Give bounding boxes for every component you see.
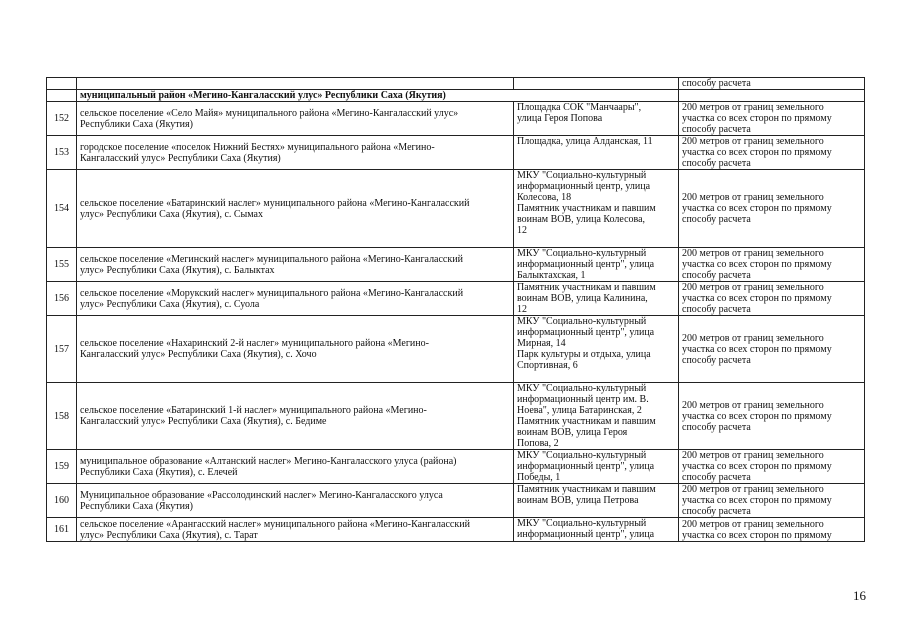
distance-line: участка со всех сторон по прямому bbox=[682, 410, 832, 422]
district-header-row bbox=[47, 90, 865, 102]
object-line: Победы, 1 bbox=[517, 472, 561, 483]
location-cell bbox=[77, 248, 514, 282]
distance-line: 200 метров от границ земельного bbox=[682, 102, 824, 113]
location-cell bbox=[77, 518, 514, 542]
distance-line: участка со всех сторон по прямому bbox=[682, 343, 832, 355]
location-line: улус» Республики Саха (Якутия), с. Тарат bbox=[80, 529, 258, 541]
location-cell bbox=[77, 316, 514, 383]
distance-line: участка со всех сторон по прямому bbox=[682, 495, 832, 506]
row-number: 161 bbox=[47, 518, 77, 542]
distance-cell bbox=[679, 248, 865, 282]
location-line: Кангаласский улус» Республики Саха (Якутия), с. Бедиме bbox=[80, 416, 327, 427]
location-line: улус» Республики Саха (Якутия), с. Балыктах bbox=[80, 264, 275, 276]
distance-line: способу расчета bbox=[682, 124, 751, 135]
distance-line: способу расчета bbox=[682, 354, 751, 366]
row-number: 155 bbox=[47, 248, 77, 282]
location-line: сельское поселение «Арангасский наслег» муниципального района «Мегино-Кангаласский bbox=[80, 518, 470, 530]
object-line: Памятник участникам и павшим bbox=[517, 203, 656, 214]
table-row bbox=[47, 136, 865, 170]
distance-line: участка со всех сторон по прямому bbox=[682, 461, 832, 472]
location-line: сельское поселение «Село Майя» муниципального района «Мегино-Кангаласский улус» bbox=[80, 107, 459, 119]
location-line: Республики Саха (Якутия) bbox=[80, 118, 193, 130]
distance-line: способу расчета bbox=[682, 158, 751, 169]
distance-line: способу расчета bbox=[682, 304, 751, 315]
distance-line: участка со всех сторон по прямому bbox=[682, 529, 832, 541]
distance-cell bbox=[679, 282, 865, 316]
distance-line: 200 метров от границ земельного bbox=[682, 450, 824, 461]
distance-cell bbox=[679, 518, 865, 542]
object-line: воинам ВОВ, улица Героя bbox=[517, 427, 628, 438]
location-cell bbox=[77, 282, 514, 316]
location-line: сельское поселение «Батаринский наслег» муниципального района «Мегино-Кангаласский bbox=[80, 197, 470, 209]
location-line: Кангаласский улус» Республики Саха (Якутия), с. Хочо bbox=[80, 349, 317, 360]
object-line: информационный центр, улица bbox=[517, 181, 651, 192]
row-number: 153 bbox=[47, 136, 77, 170]
row-number: 156 bbox=[47, 282, 77, 316]
row-number: 159 bbox=[47, 450, 77, 484]
object-line: информационный центр", улица bbox=[517, 529, 655, 540]
location-line: улус» Республики Саха (Якутия), с. Сымах bbox=[80, 208, 263, 220]
object-line: 12 bbox=[517, 225, 527, 236]
object-line: 12 bbox=[517, 304, 527, 315]
district-header: муниципальный район «Мегино-Кангаласский улус» Республики Саха (Якутия) bbox=[77, 90, 679, 102]
object-cell bbox=[514, 518, 679, 542]
location-cell bbox=[77, 383, 514, 450]
distance-cell bbox=[679, 484, 865, 518]
document-table bbox=[46, 77, 865, 542]
location-line: сельское поселение «Морукский наслег» муниципального района «Мегино-Кангаласский bbox=[80, 287, 464, 299]
distance-cell bbox=[679, 450, 865, 484]
distance-line: участка со всех сторон по прямому bbox=[682, 259, 832, 270]
object-cell bbox=[514, 248, 679, 282]
row-number: 160 bbox=[47, 484, 77, 518]
location-cell bbox=[77, 102, 514, 136]
location-cell bbox=[77, 136, 514, 170]
object-cell bbox=[514, 383, 679, 450]
table-row bbox=[47, 450, 865, 484]
distance-cell bbox=[679, 170, 865, 248]
object-cell bbox=[514, 450, 679, 484]
object-cell bbox=[514, 102, 679, 136]
object-line: информационный центр", улица bbox=[517, 461, 655, 472]
num-cell bbox=[47, 78, 77, 90]
object-line: информационный центр им. В. bbox=[517, 394, 649, 405]
object-cell bbox=[514, 170, 679, 248]
distance-cell bbox=[679, 90, 865, 102]
object-cell bbox=[514, 316, 679, 383]
distance-line: 200 метров от границ земельного bbox=[682, 136, 824, 147]
object-line: Площадка, улица Алданская, 11 bbox=[517, 136, 653, 147]
location-line: Муниципальное образование «Рассолодинский наслег» Мегино-Кангаласского улуса bbox=[80, 489, 443, 501]
object-line: Памятник участникам и павшим bbox=[517, 484, 656, 495]
distance-cell bbox=[679, 102, 865, 136]
continuation-row bbox=[47, 78, 865, 90]
object-line: Парк культуры и отдыха, улица bbox=[517, 349, 651, 360]
location-cell bbox=[77, 170, 514, 248]
object-line: информационный центр", улица bbox=[517, 259, 655, 270]
distance-line: участка со всех сторон по прямому bbox=[682, 147, 832, 158]
table-row bbox=[47, 383, 865, 450]
object-line: Попова, 2 bbox=[517, 438, 559, 449]
distance-line: 200 метров от границ земельного bbox=[682, 192, 824, 203]
location-line: Республики Саха (Якутия) bbox=[80, 500, 193, 512]
distance-line: способу расчета bbox=[682, 421, 751, 433]
object-line: информационный центр", улица bbox=[517, 327, 655, 338]
table-row bbox=[47, 170, 865, 248]
object-cell bbox=[514, 136, 679, 170]
distance-line: участка со всех сторон по прямому bbox=[682, 293, 832, 304]
object-line: Спортивная, 6 bbox=[517, 360, 578, 371]
table-row bbox=[47, 316, 865, 383]
table-row bbox=[47, 102, 865, 136]
distance-line: 200 метров от границ земельного bbox=[682, 484, 824, 495]
object-cell bbox=[514, 282, 679, 316]
distance-line: 200 метров от границ земельного bbox=[682, 399, 824, 411]
object-line: МКУ "Социально-культурный bbox=[517, 316, 647, 327]
location-line: муниципальное образование «Алтанский наслег» Мегино-Кангаласского улуса (района) bbox=[80, 455, 457, 467]
row-number: 154 bbox=[47, 170, 77, 248]
distance-line: участка со всех сторон по прямому bbox=[682, 203, 832, 214]
object-line: Памятник участникам и павшим bbox=[517, 416, 656, 427]
distance-line: 200 метров от границ земельного bbox=[682, 248, 824, 259]
distance-cell bbox=[679, 78, 865, 90]
location-line: сельское поселение «Нахаринский 2-й наслег» муниципального района «Мегино- bbox=[80, 338, 429, 349]
distance-line: способу расчета bbox=[682, 270, 751, 281]
location-line: городское поселение «поселок Нижний Бестях» муниципального района «Мегино- bbox=[80, 141, 435, 153]
table-row bbox=[47, 248, 865, 282]
distance-line: способу расчета bbox=[682, 506, 751, 517]
table-row bbox=[47, 282, 865, 316]
distance-text: способу расчета bbox=[682, 78, 751, 89]
object-line: воинам ВОВ, улица Калинина, bbox=[517, 293, 648, 304]
object-line: Колесова, 18 bbox=[517, 192, 572, 203]
object-line: МКУ "Социально-культурный bbox=[517, 450, 647, 461]
location-line: улус» Республики Саха (Якутия), с. Суола bbox=[80, 298, 260, 310]
table-row bbox=[47, 518, 865, 542]
location-cell bbox=[77, 450, 514, 484]
page-number: 16 bbox=[853, 588, 866, 603]
object-line: воинам ВОВ, улица Колесова, bbox=[517, 214, 646, 225]
location-line: сельское поселение «Мегинский наслег» муниципального района «Мегино-Кангаласский bbox=[80, 253, 463, 265]
distance-cell bbox=[679, 136, 865, 170]
object-line: улица Героя Попова bbox=[517, 113, 603, 124]
distance-cell bbox=[679, 316, 865, 383]
table-row bbox=[47, 484, 865, 518]
object-line: Мирная, 14 bbox=[517, 338, 566, 349]
location-line: Республики Саха (Якутия), с. Елечей bbox=[80, 466, 238, 478]
distance-line: 200 метров от границ земельного bbox=[682, 332, 824, 344]
distance-line: 200 метров от границ земельного bbox=[682, 518, 824, 530]
distance-line: способу расчета bbox=[682, 472, 751, 483]
object-line: Ноева", улица Батаринская, 2 bbox=[517, 405, 642, 416]
distance-line: участка со всех сторон по прямому bbox=[682, 113, 832, 124]
location-cell bbox=[77, 484, 514, 518]
object-line: МКУ "Социально-культурный bbox=[517, 518, 647, 529]
object-line: МКУ "Социально-культурный bbox=[517, 170, 647, 181]
distance-line: 200 метров от границ земельного bbox=[682, 282, 824, 293]
location-cell bbox=[77, 78, 514, 90]
location-line: сельское поселение «Батаринский 1-й наслег» муниципального района «Мегино- bbox=[80, 405, 427, 416]
object-line: МКУ "Социально-культурный bbox=[517, 248, 647, 259]
distance-cell bbox=[679, 383, 865, 450]
num-cell bbox=[47, 90, 77, 102]
row-number: 152 bbox=[47, 102, 77, 136]
location-line: Кангаласский улус» Республики Саха (Якутия) bbox=[80, 152, 281, 164]
object-cell bbox=[514, 484, 679, 518]
distance-line: способу расчета bbox=[682, 214, 751, 225]
row-number: 158 bbox=[47, 383, 77, 450]
object-cell bbox=[514, 78, 679, 90]
object-line: Площадка СОК "Манчаары", bbox=[517, 102, 642, 113]
object-line: воинам ВОВ, улица Петрова bbox=[517, 495, 639, 506]
object-line: Балыктахская, 1 bbox=[517, 270, 586, 281]
object-line: МКУ "Социально-культурный bbox=[517, 383, 647, 394]
object-line: Памятник участникам и павшим bbox=[517, 282, 656, 293]
row-number: 157 bbox=[47, 316, 77, 383]
